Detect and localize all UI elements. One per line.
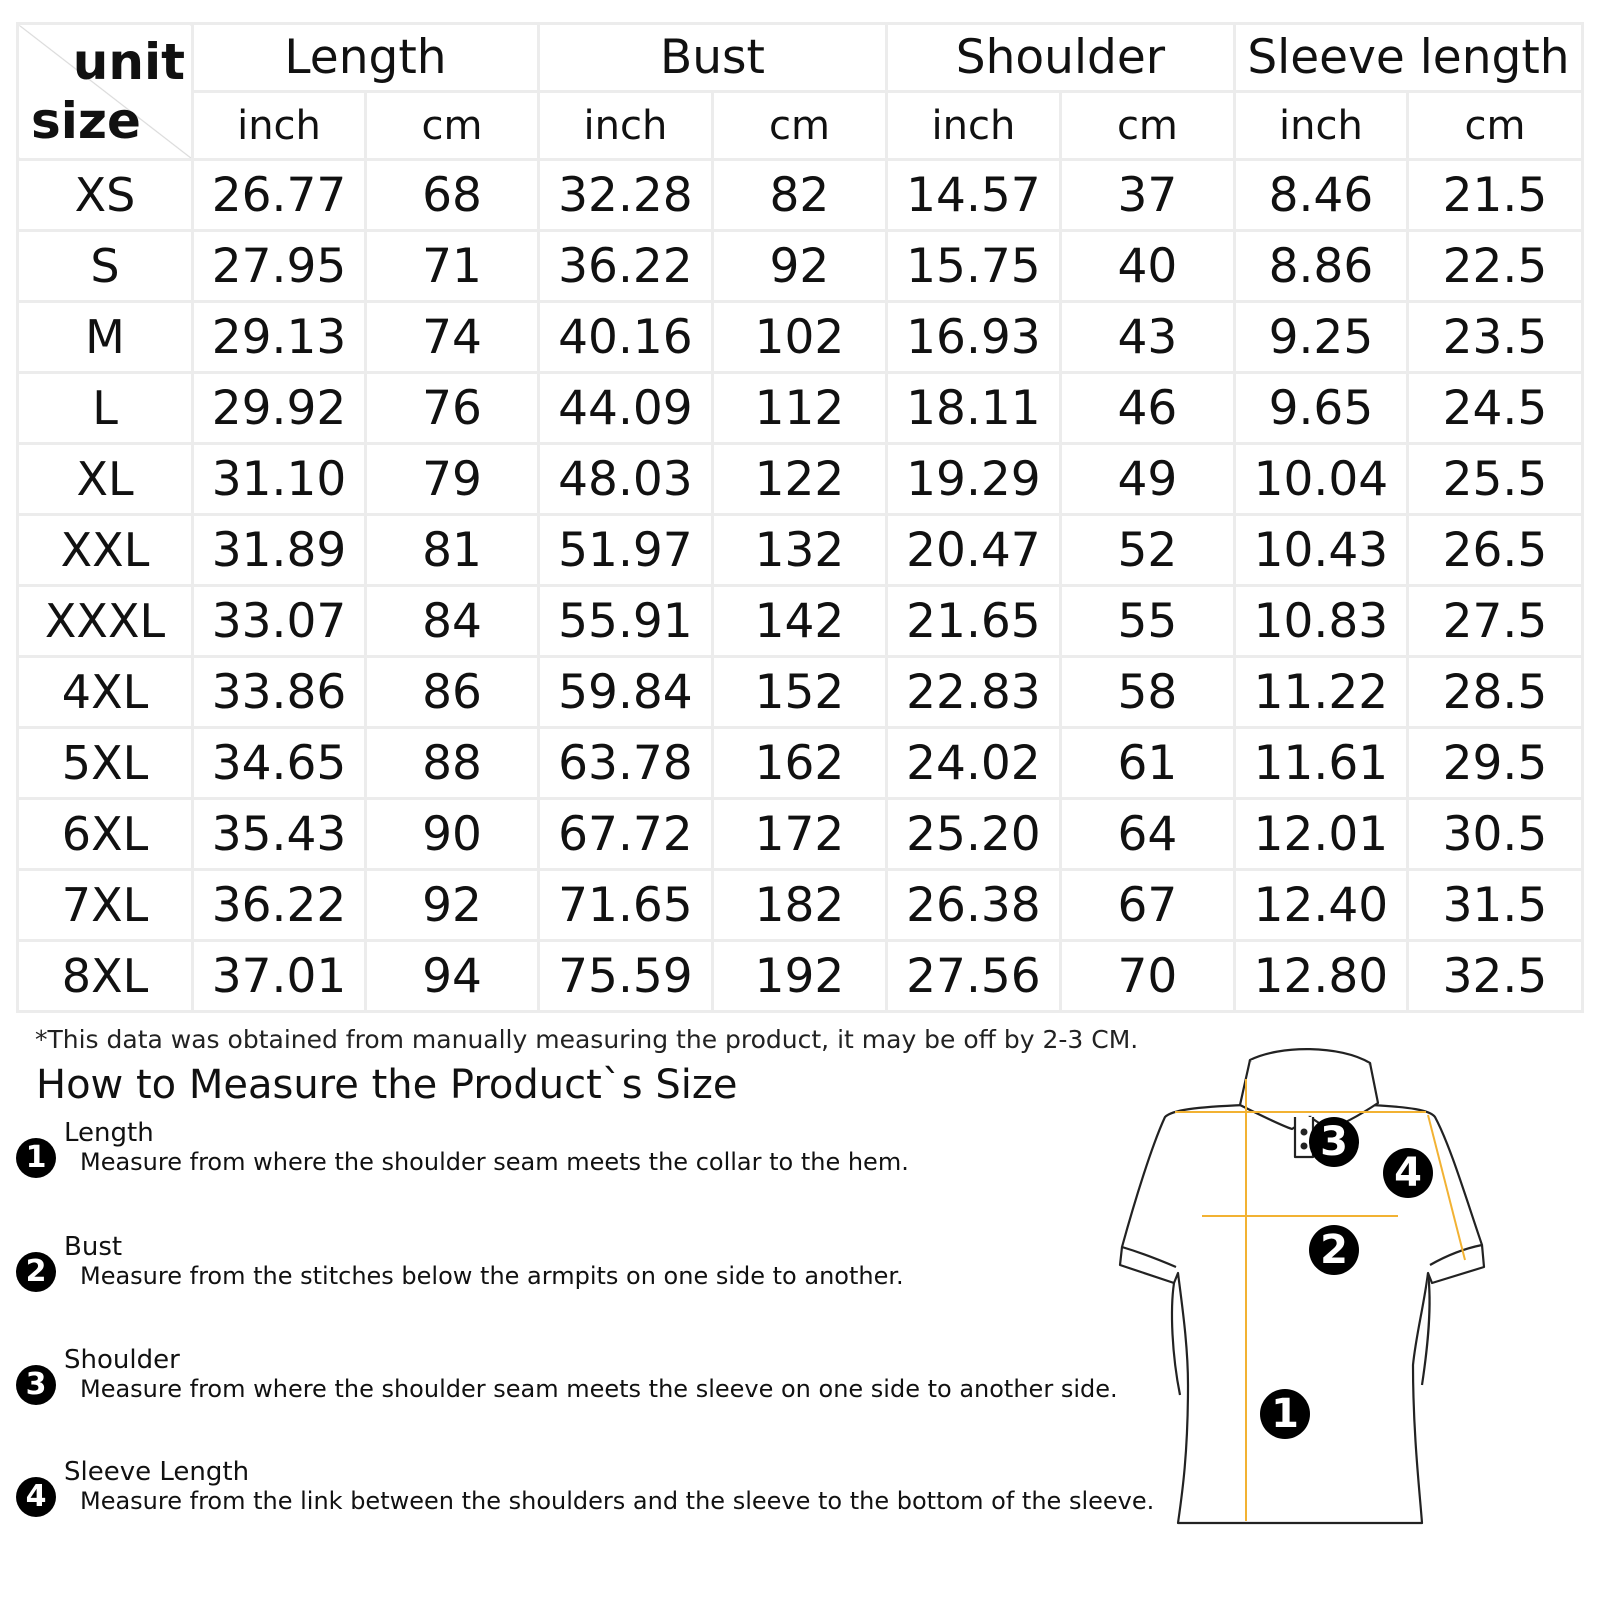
table-row xyxy=(18,302,1583,373)
measurement-cell: 15.75 xyxy=(886,231,1060,302)
table-row xyxy=(18,586,1583,657)
measurement-cell: 52 xyxy=(1060,515,1234,586)
table-row xyxy=(18,444,1583,515)
measurement-cell: 40 xyxy=(1060,231,1234,302)
guide-item-title: Length xyxy=(64,1118,154,1148)
measurement-cell: 18.11 xyxy=(886,373,1060,444)
measurement-cell: 19.29 xyxy=(886,444,1060,515)
size-label-cell: 5XL xyxy=(18,728,193,799)
measurement-cell: 182 xyxy=(712,870,886,941)
number-3-icon: 3 xyxy=(16,1365,56,1405)
group-header-sleeve-length: Sleeve length xyxy=(1234,24,1582,92)
measurement-cell: 84 xyxy=(365,586,538,657)
polo-shirt-icon xyxy=(1110,1035,1500,1575)
measurement-cell: 152 xyxy=(712,657,886,728)
marker-2-icon: 2 xyxy=(1309,1225,1359,1275)
measurement-cell: 61 xyxy=(1060,728,1234,799)
measurement-cell: 24.02 xyxy=(886,728,1060,799)
measurement-cell: 43 xyxy=(1060,302,1234,373)
corner-unit-label: unit xyxy=(72,33,186,91)
marker-3-icon: 3 xyxy=(1309,1117,1359,1167)
measurement-cell: 59.84 xyxy=(538,657,712,728)
measurement-cell: 75.59 xyxy=(538,941,712,1012)
size-label-cell: XXL xyxy=(18,515,193,586)
measurement-cell: 12.80 xyxy=(1234,941,1407,1012)
size-label-cell: 7XL xyxy=(18,870,193,941)
measurement-cell: 63.78 xyxy=(538,728,712,799)
number-1-icon: 1 xyxy=(16,1138,56,1178)
guide-item-title: Sleeve Length xyxy=(64,1457,250,1487)
measurement-cell: 51.97 xyxy=(538,515,712,586)
measurement-cell: 36.22 xyxy=(193,870,366,941)
measurement-cell: 35.43 xyxy=(193,799,366,870)
measurement-cell: 40.16 xyxy=(538,302,712,373)
measurement-cell: 25.20 xyxy=(886,799,1060,870)
measurement-cell: 122 xyxy=(712,444,886,515)
group-header-length: Length xyxy=(193,24,539,92)
measurement-cell: 25.5 xyxy=(1407,444,1582,515)
number-2-icon: 2 xyxy=(16,1252,56,1292)
measurement-cell: 81 xyxy=(365,515,538,586)
measurement-cell: 26.5 xyxy=(1407,515,1582,586)
guide-item-title: Shoulder xyxy=(64,1345,180,1375)
measurement-cell: 102 xyxy=(712,302,886,373)
measurement-cell: 14.57 xyxy=(886,160,1060,231)
measurement-cell: 21.5 xyxy=(1407,160,1582,231)
measurement-cell: 10.04 xyxy=(1234,444,1407,515)
table-row xyxy=(18,373,1583,444)
measurement-cell: 112 xyxy=(712,373,886,444)
measurement-cell: 34.65 xyxy=(193,728,366,799)
measurement-cell: 86 xyxy=(365,657,538,728)
measurement-cell: 37 xyxy=(1060,160,1234,231)
measurement-cell: 67 xyxy=(1060,870,1234,941)
measurement-cell: 16.93 xyxy=(886,302,1060,373)
size-label-cell: M xyxy=(18,302,193,373)
guide-item-description: Measure from the stitches below the armpits on one side to another. xyxy=(80,1262,904,1290)
group-header-bust: Bust xyxy=(538,24,886,92)
measurement-cell: 68 xyxy=(365,160,538,231)
guide-item-description: Measure from where the shoulder seam meets the sleeve on one side to another side. xyxy=(80,1375,1118,1403)
corner-cell xyxy=(18,24,193,160)
measurement-cell: 79 xyxy=(365,444,538,515)
measurement-cell: 30.5 xyxy=(1407,799,1582,870)
table-row xyxy=(18,657,1583,728)
measurement-cell: 11.61 xyxy=(1234,728,1407,799)
measurement-cell: 92 xyxy=(712,231,886,302)
measurement-cell: 46 xyxy=(1060,373,1234,444)
measurement-cell: 36.22 xyxy=(538,231,712,302)
measurement-cell: 132 xyxy=(712,515,886,586)
measurement-cell: 27.56 xyxy=(886,941,1060,1012)
measurement-cell: 12.01 xyxy=(1234,799,1407,870)
measurement-cell: 31.10 xyxy=(193,444,366,515)
measurement-cell: 8.86 xyxy=(1234,231,1407,302)
measurement-cell: 26.77 xyxy=(193,160,366,231)
measurement-cell: 142 xyxy=(712,586,886,657)
measurement-cell: 33.07 xyxy=(193,586,366,657)
measurement-cell: 58 xyxy=(1060,657,1234,728)
measurement-cell: 37.01 xyxy=(193,941,366,1012)
measurement-cell: 74 xyxy=(365,302,538,373)
measurement-cell: 82 xyxy=(712,160,886,231)
measurement-cell: 55 xyxy=(1060,586,1234,657)
size-label-cell: XL xyxy=(18,444,193,515)
unit-header: inch xyxy=(886,92,1060,160)
measurement-cell: 31.5 xyxy=(1407,870,1582,941)
measurement-cell: 12.40 xyxy=(1234,870,1407,941)
guide-item-title: Bust xyxy=(64,1232,123,1262)
size-label-cell: 8XL xyxy=(18,941,193,1012)
measurement-cell: 55.91 xyxy=(538,586,712,657)
how-to-measure-title: How to Measure the Product`s Size xyxy=(36,1062,738,1108)
table-row xyxy=(18,870,1583,941)
measurement-cell: 10.83 xyxy=(1234,586,1407,657)
table-row xyxy=(18,941,1583,1012)
measurement-cell: 32.28 xyxy=(538,160,712,231)
unit-header: cm xyxy=(1060,92,1234,160)
unit-header: cm xyxy=(712,92,886,160)
polo-shirt-diagram xyxy=(1110,1035,1500,1575)
measurement-cell: 49 xyxy=(1060,444,1234,515)
marker-1-icon: 1 xyxy=(1260,1389,1310,1439)
guide-item-description: Measure from where the shoulder seam meets the collar to the hem. xyxy=(80,1148,909,1176)
marker-4-icon: 4 xyxy=(1383,1148,1433,1198)
measurement-cell: 10.43 xyxy=(1234,515,1407,586)
unit-header: inch xyxy=(1234,92,1407,160)
measurement-cell: 23.5 xyxy=(1407,302,1582,373)
measurement-cell: 20.47 xyxy=(886,515,1060,586)
table-row xyxy=(18,515,1583,586)
unit-header: cm xyxy=(365,92,538,160)
header-row-units xyxy=(18,92,1583,160)
measurement-cell: 90 xyxy=(365,799,538,870)
measurement-cell: 88 xyxy=(365,728,538,799)
measurement-cell: 44.09 xyxy=(538,373,712,444)
measurement-cell: 32.5 xyxy=(1407,941,1582,1012)
measurement-cell: 162 xyxy=(712,728,886,799)
unit-header: cm xyxy=(1407,92,1582,160)
corner-size-label: size xyxy=(31,92,141,150)
table-row xyxy=(18,799,1583,870)
measurement-cell: 22.83 xyxy=(886,657,1060,728)
measurement-cell: 11.22 xyxy=(1234,657,1407,728)
measurement-cell: 29.5 xyxy=(1407,728,1582,799)
measurement-cell: 22.5 xyxy=(1407,231,1582,302)
measurement-cell: 76 xyxy=(365,373,538,444)
number-4-icon: 4 xyxy=(16,1477,56,1517)
measurement-disclaimer: *This data was obtained from manually measuring the product, it may be off by 2-3 CM. xyxy=(35,1025,1139,1054)
measurement-cell: 26.38 xyxy=(886,870,1060,941)
table-row xyxy=(18,160,1583,231)
measurement-cell: 64 xyxy=(1060,799,1234,870)
measurement-cell: 92 xyxy=(365,870,538,941)
measurement-cell: 67.72 xyxy=(538,799,712,870)
measurement-cell: 71.65 xyxy=(538,870,712,941)
measurement-cell: 71 xyxy=(365,231,538,302)
size-label-cell: XXXL xyxy=(18,586,193,657)
measurement-cell: 28.5 xyxy=(1407,657,1582,728)
measurement-cell: 172 xyxy=(712,799,886,870)
measurement-cell: 48.03 xyxy=(538,444,712,515)
header-row-groups xyxy=(18,24,1583,92)
measurement-cell: 29.13 xyxy=(193,302,366,373)
group-header-shoulder: Shoulder xyxy=(886,24,1234,92)
measurement-cell: 27.95 xyxy=(193,231,366,302)
measurement-cell: 70 xyxy=(1060,941,1234,1012)
measurement-cell: 94 xyxy=(365,941,538,1012)
size-label-cell: L xyxy=(18,373,193,444)
measurement-cell: 9.65 xyxy=(1234,373,1407,444)
measurement-cell: 27.5 xyxy=(1407,586,1582,657)
size-label-cell: S xyxy=(18,231,193,302)
measurement-cell: 192 xyxy=(712,941,886,1012)
measurement-cell: 31.89 xyxy=(193,515,366,586)
unit-header: inch xyxy=(193,92,366,160)
measurement-cell: 8.46 xyxy=(1234,160,1407,231)
measurement-cell: 9.25 xyxy=(1234,302,1407,373)
measurement-cell: 24.5 xyxy=(1407,373,1582,444)
guide-item-description: Measure from the link between the shoulders and the sleeve to the bottom of the sleeve. xyxy=(80,1487,1155,1515)
measurement-cell: 29.92 xyxy=(193,373,366,444)
measurement-cell: 33.86 xyxy=(193,657,366,728)
measurement-cell: 21.65 xyxy=(886,586,1060,657)
size-chart-table xyxy=(16,22,1584,1013)
size-label-cell: 4XL xyxy=(18,657,193,728)
unit-header: inch xyxy=(538,92,712,160)
table-row xyxy=(18,728,1583,799)
size-label-cell: 6XL xyxy=(18,799,193,870)
size-label-cell: XS xyxy=(18,160,193,231)
table-row xyxy=(18,231,1583,302)
